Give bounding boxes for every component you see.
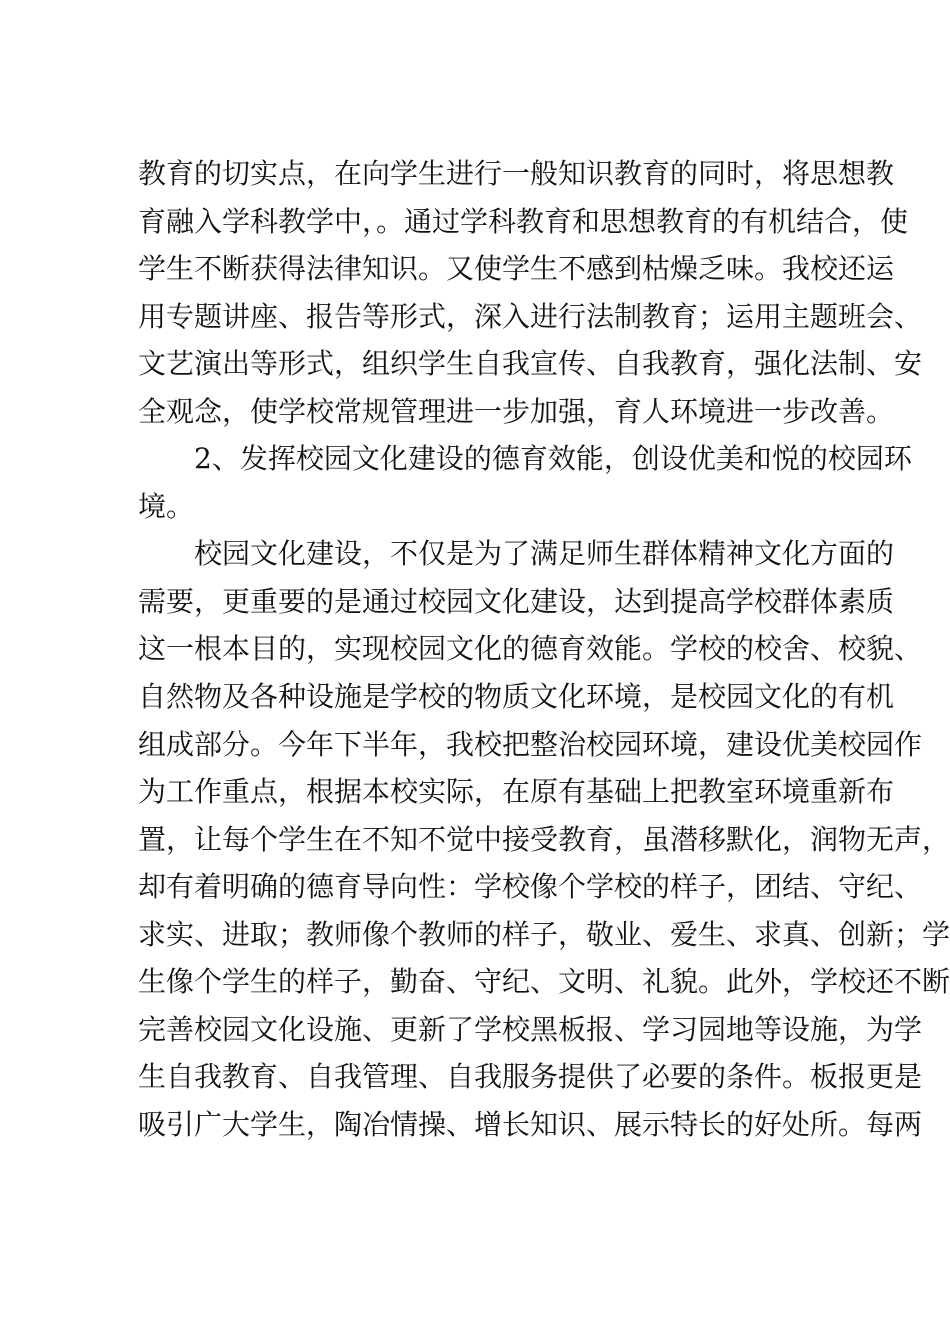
- text-line: 育融入学科教学中，。通过学科教育和思想教育的有机结合，使: [138, 204, 909, 238]
- text-line: 吸引广大学生，陶冶情操、增长知识、展示特长的好处所。每两: [138, 1107, 923, 1141]
- text-line: 完善校园文化设施、更新了学校黑板报、学习园地等设施，为学: [138, 1012, 923, 1046]
- text-line: 全观念，使学校常规管理进一步加强，育人环境进一步改善。: [138, 394, 895, 428]
- text-line: 学生不断获得法律知识。又使学生不感到枯燥乏味。我校还运: [138, 252, 895, 286]
- text-line: 文艺演出等形式，组织学生自我宣传、自我教育，强化法制、安: [138, 347, 923, 381]
- text-line: 需要，更重要的是通过校园文化建设，达到提高学校群体素质: [138, 584, 895, 618]
- body-text: [138, 150, 950, 1148]
- text-line: 教育的切实点，在向学生进行一般知识教育的同时，将思想教: [138, 157, 895, 190]
- text-line: 生自我教育、自我管理、自我服务提供了必要的条件。板报更是: [138, 1060, 923, 1094]
- text-line: 校园文化建设，不仅是为了满足师生群体精神文化方面的: [138, 537, 895, 571]
- text-line: 组成部分。今年下半年，我校把整治校园环境，建设优美校园作: [138, 727, 923, 761]
- text-line: 置，让每个学生在不知不觉中接受教育，虽潜移默化，润物无声，: [138, 822, 950, 856]
- text-line: 这一根本目的，实现校园文化的德育效能。学校的校舍、校貌、: [138, 632, 923, 666]
- text-line: 为工作重点，根据本校实际，在原有基础上把教室环境重新布: [138, 775, 895, 809]
- section-heading-line: 境。: [138, 489, 195, 523]
- text-line: 自然物及各种设施是学校的物质文化环境，是校园文化的有机: [138, 680, 895, 714]
- text-line: 求实、进取；教师像个教师的样子，敬业、爱生、求真、创新；学: [138, 917, 950, 951]
- text-line: 生像个学生的样子，勤奋、守纪、文明、礼貌。此外，学校还不断: [138, 965, 950, 999]
- section-heading-line: 2、发挥校园文化建设的德育效能，创设优美和悦的校园环: [138, 442, 912, 476]
- text-line: 却有着明确的德育导向性：学校像个学校的样子，团结、守纪、: [138, 870, 923, 904]
- text-line: 用专题讲座、报告等形式，深入进行法制教育；运用主题班会、: [138, 299, 923, 333]
